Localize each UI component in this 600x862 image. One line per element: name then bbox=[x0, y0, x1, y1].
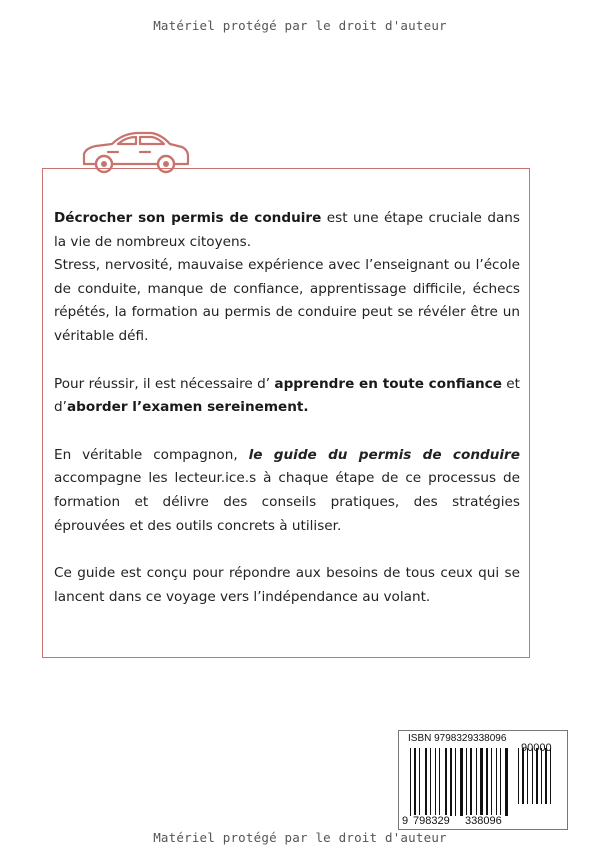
paragraph-2 bbox=[54, 373, 520, 420]
barcode-bar bbox=[476, 748, 477, 816]
text-span: Stress, nervosité, mauvaise expérience avec l’enseignant ou l’école de conduite, manque de confiance, apprentissage difficile, échecs répétés, la formation au permis de conduire peut se révéler être un véritable défi. bbox=[54, 257, 520, 344]
barcode-bar bbox=[410, 748, 411, 816]
text-span: et d’ bbox=[54, 375, 521, 416]
barcode-bar bbox=[450, 748, 452, 816]
barcode-bar bbox=[445, 748, 447, 816]
copyright-watermark-top: Matériel protégé par le droit d'auteur bbox=[153, 18, 447, 33]
barcode-bar bbox=[541, 748, 542, 804]
paragraph-3 bbox=[54, 444, 520, 538]
barcode-bar bbox=[439, 748, 440, 816]
barcode-bar bbox=[419, 748, 420, 816]
bold-phrase: aborder l’examen sereinement. bbox=[66, 399, 309, 416]
paragraph-4 bbox=[54, 562, 520, 609]
barcode-digit-lead: 9 bbox=[402, 815, 409, 827]
barcode-bar bbox=[466, 748, 467, 816]
paragraph-1 bbox=[54, 207, 520, 349]
bold-phrase: Décrocher son permis de conduire bbox=[54, 210, 322, 226]
barcode-bar bbox=[522, 748, 524, 804]
barcode bbox=[400, 744, 566, 826]
barcode-bar bbox=[550, 748, 551, 804]
barcode-bar bbox=[460, 748, 463, 816]
book-title: le guide du permis de conduire bbox=[248, 446, 520, 463]
bold-phrase: apprendre en toute confiance bbox=[274, 375, 502, 392]
barcode-bar bbox=[430, 748, 431, 816]
barcode-bar bbox=[500, 748, 501, 816]
back-cover-text bbox=[54, 207, 520, 633]
text-span: Pour réussir, il est nécessaire d’ bbox=[54, 375, 275, 392]
barcode-bar bbox=[527, 748, 528, 804]
text-span: En véritable compagnon, bbox=[54, 446, 249, 463]
barcode-bar bbox=[480, 748, 483, 816]
barcode-digits-right: 338096 bbox=[465, 815, 502, 827]
barcode-bar bbox=[496, 748, 497, 816]
barcode-bar bbox=[505, 748, 508, 816]
text-span: Ce guide est conçu pour répondre aux besoins de tous ceux qui se lancent dans ce voyage vers l’indépendance au volant. bbox=[54, 565, 520, 605]
barcode-bar bbox=[518, 748, 519, 804]
barcode-bar bbox=[470, 748, 472, 816]
barcode-bar bbox=[435, 748, 436, 816]
copyright-watermark-bottom: Matériel protégé par le droit d'auteur bbox=[153, 830, 447, 845]
isbn-label: ISBN 9798329338096 bbox=[408, 733, 507, 744]
barcode-digits-left: 798329 bbox=[413, 815, 450, 827]
barcode-bar bbox=[491, 748, 492, 816]
barcode-bar bbox=[545, 748, 547, 804]
barcode-bar bbox=[536, 748, 538, 804]
barcode-bar bbox=[486, 748, 488, 816]
barcode-bar bbox=[532, 748, 533, 804]
barcode-bar bbox=[455, 748, 456, 816]
text-span: est une étape cruciale dans la vie de nombreux citoyens. bbox=[54, 210, 520, 250]
barcode-bar bbox=[425, 748, 427, 816]
barcode-bar bbox=[414, 748, 416, 816]
text-span: accompagne les lecteur.ice.s à chaque étape de ce processus de formation et délivre des conseils pratiques, des stratégies éprouvées et des outils concrets à utiliser. bbox=[54, 470, 520, 534]
